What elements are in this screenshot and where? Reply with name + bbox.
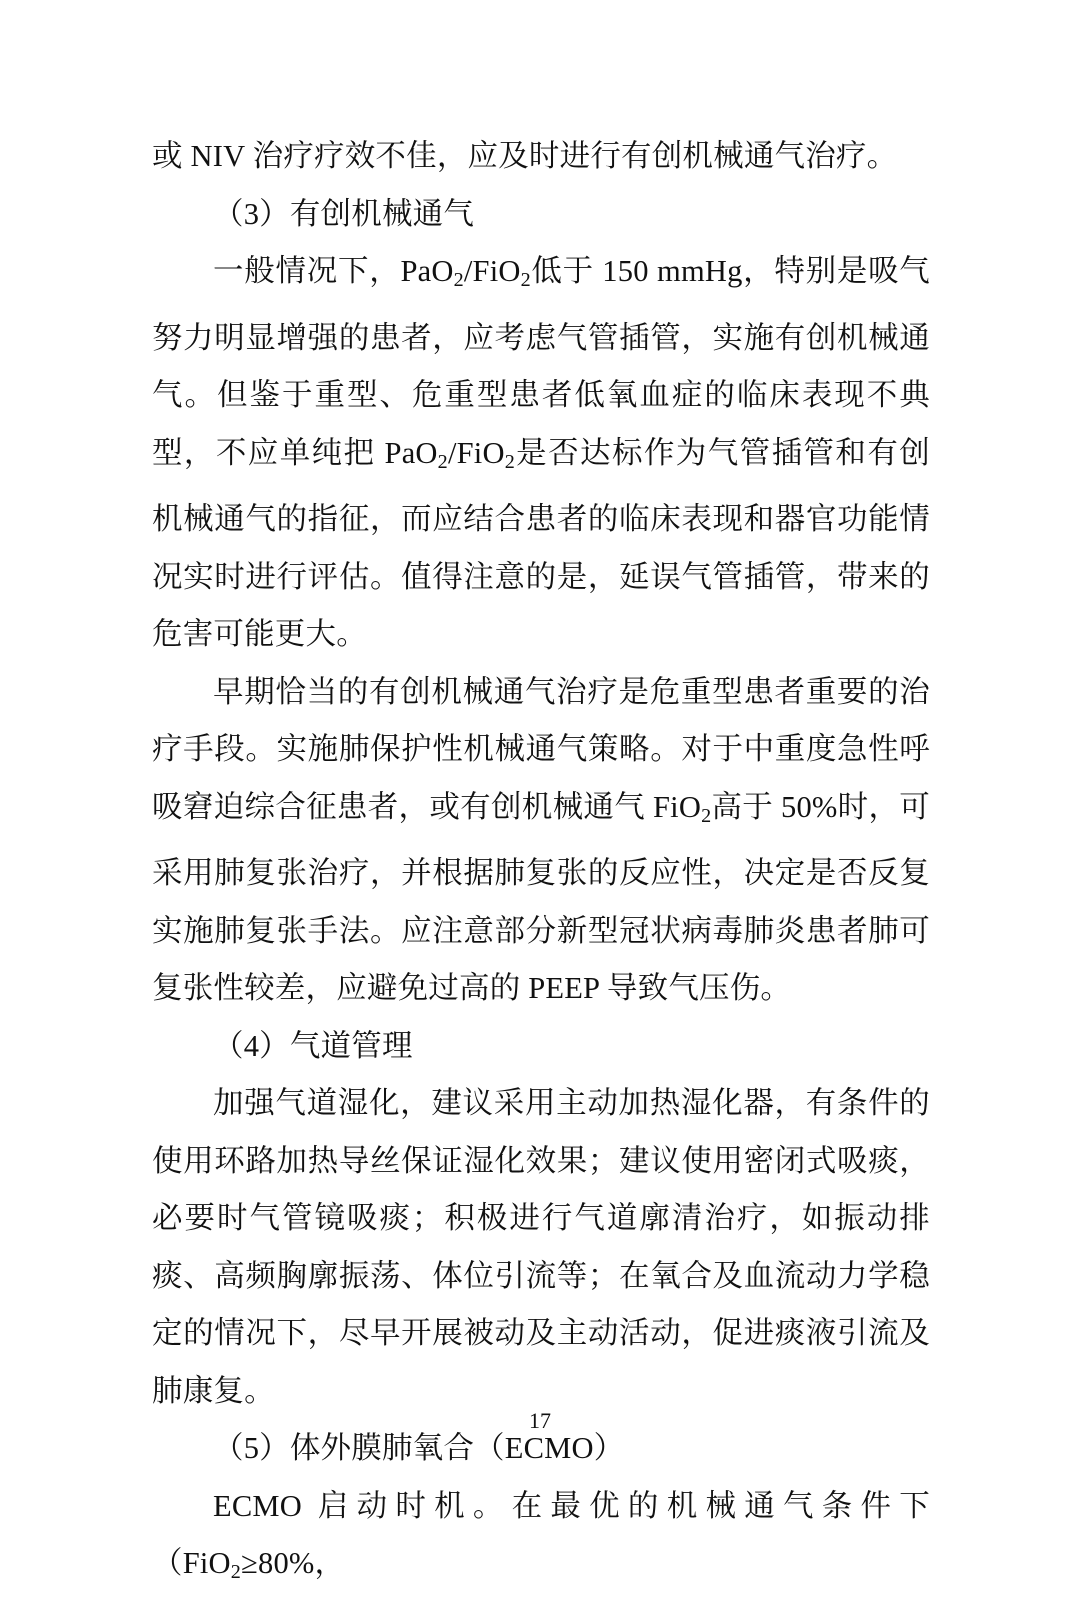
heading-airway-management: （4）气道管理 (213, 1028, 413, 1063)
paragraph-6: 加强气道湿化，建议采用主动加热湿化器，有条件的使用环路加热导丝保证湿化效果；建议使用密闭式吸痰，必要时气管镜吸痰；积极进行气道廓清治疗，如振动排痰、高频胸廓振荡、体位引流等；在氧合及血流动力学稳定的情况下，尽早开展被动及主动活动，促进痰液引流及肺康复。 (152, 1086, 930, 1408)
document-body (152, 128, 930, 1602)
paragraph-3: 一般情况下，PaO$_2$/FiO$_2$低于 150 mmHg，特别是吸气努力明显增强的患者，应考虑气管插管，实施有创机械通气。但鉴于重型、危重型患者低氧血症的临床表现不典型，不应单纯把 PaO$_2$/FiO$_2$是否达标作为气管插管和有创机械通气的指征，而应结合患者的临床表现和器官功能情况实时进行评估。值得注意的是，延误气管插管，带来的危害可能更大。 (152, 254, 931, 652)
page-number: 17 (529, 1408, 551, 1433)
heading-invasive-ventilation: （3）有创机械通气 (213, 196, 475, 231)
paragraph-8: ECMO 启动时机。在最优的机械通气条件下（FiO$_2$≥80%， (152, 1488, 930, 1584)
paragraph-1: 或 NIV 治疗疗效不佳，应及时进行有创机械通气治疗。 (152, 139, 898, 173)
paragraph-4: 早期恰当的有创机械通气治疗是危重型患者重要的治疗手段。实施肺保护性机械通气策略。对于中重度急性呼吸窘迫综合征患者，或有创机械通气 FiO$_2$高于 50%时，可采用肺复张治疗，并根据肺复张的反应性，决定是否反复实施肺复张手法。应注意部分新型冠状病毒肺炎患者肺可复张性较差，应避免过高的 PEEP 导致气压伤。 (152, 674, 930, 1006)
heading-ecmo: （5）体外膜肺氧合（ECMO） (213, 1431, 625, 1466)
